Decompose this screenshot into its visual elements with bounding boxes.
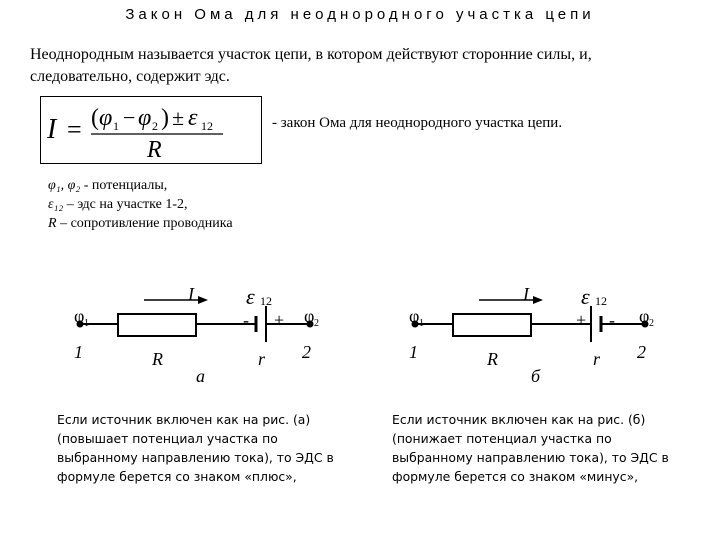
internal-resistance-label: r: [258, 349, 266, 369]
formula-denominator: R: [147, 137, 162, 163]
current-label: I: [188, 284, 194, 304]
phi2-sub: 2: [649, 318, 654, 329]
phi2-sub: 2: [314, 318, 319, 329]
figure-caption: а: [196, 366, 205, 386]
resistor-symbol: [118, 314, 196, 336]
node-1-label: 1: [74, 342, 83, 362]
left-polarity: +: [576, 310, 587, 330]
phi1-sub: 1: [419, 318, 424, 329]
current-arrow-head: [533, 296, 543, 304]
emf-label-sub: 12: [595, 294, 607, 308]
page-title: Закон Ома для неоднородного участка цепи: [125, 6, 595, 23]
resistor-label: R: [487, 349, 498, 369]
legend-resistance: [48, 214, 233, 233]
right-polarity: -: [609, 310, 615, 330]
right-polarity: +: [274, 310, 285, 330]
phi1-sub: 1: [84, 318, 89, 329]
formula-phi2: φ: [138, 105, 152, 131]
phi1-label: φ: [74, 306, 85, 326]
legend-emf-text: – эдс на участке 1-2,: [63, 197, 188, 212]
circuit-diagram-b: [395, 280, 685, 390]
formula-close-paren: ): [161, 105, 169, 131]
note-a: Если источник включен как на рис. (а) (повышает потенциал участка по выбранному направлению тока), то ЭДС в формуле берется со знаком «плюс»,: [57, 412, 334, 484]
legend-r-text: – сопротивление проводника: [56, 216, 233, 231]
legend-r-symbol: R: [48, 216, 57, 231]
legend-phi-text: - потенциалы,: [80, 178, 168, 193]
resistor-symbol: [453, 314, 531, 336]
current-arrow-head: [198, 296, 208, 304]
emf-label: ε: [246, 284, 255, 309]
formula-emf-sub: 12: [201, 119, 213, 133]
node-2-label: 2: [302, 342, 311, 362]
note-b: Если источник включен как на рис. (б) (понижает потенциал участка по выбранному направлению тока), то ЭДС в формуле берется со знаком «минус»,: [392, 412, 669, 484]
emf-label: ε: [581, 284, 590, 309]
formula-equals: =: [67, 115, 82, 144]
internal-resistance-label: r: [593, 349, 601, 369]
phi2-label: φ: [304, 306, 315, 326]
node-2-label: 2: [637, 342, 646, 362]
formula-lhs: I: [47, 114, 57, 145]
formula-description: - закон Ома для неоднородного участка цепи.: [272, 115, 563, 131]
legend-potentials: [48, 176, 233, 195]
emf-label-sub: 12: [260, 294, 272, 308]
left-polarity: -: [243, 310, 249, 330]
node-1-label: 1: [409, 342, 418, 362]
formula-box: [40, 96, 262, 164]
formula-phi1: φ: [99, 105, 113, 131]
formula-phi2-sub: 2: [152, 119, 158, 133]
formula-phi1-sub: 1: [113, 119, 119, 133]
formula-open-paren: (: [91, 105, 99, 131]
current-label: I: [523, 284, 529, 304]
legend-phi-symbols: φ₁, φ₂: [48, 178, 81, 193]
circuit-diagram-a: [60, 280, 350, 390]
legend: [48, 176, 233, 233]
intro-paragraph: Неоднородным называется участок цепи, в котором действуют сторонние силы, и, следовательно, содержит эдс.: [30, 46, 592, 85]
formula-minus: −: [123, 105, 136, 130]
phi1-label: φ: [409, 306, 420, 326]
formula-plus-minus: ±: [172, 105, 185, 130]
phi2-label: φ: [639, 306, 650, 326]
resistor-label: R: [152, 349, 163, 369]
ohm-law-formula: [41, 97, 261, 163]
legend-emf-symbol: ε₁₂: [48, 197, 64, 212]
formula-emf: ε: [188, 105, 198, 131]
legend-emf: [48, 195, 233, 214]
figure-caption: б: [531, 366, 541, 386]
